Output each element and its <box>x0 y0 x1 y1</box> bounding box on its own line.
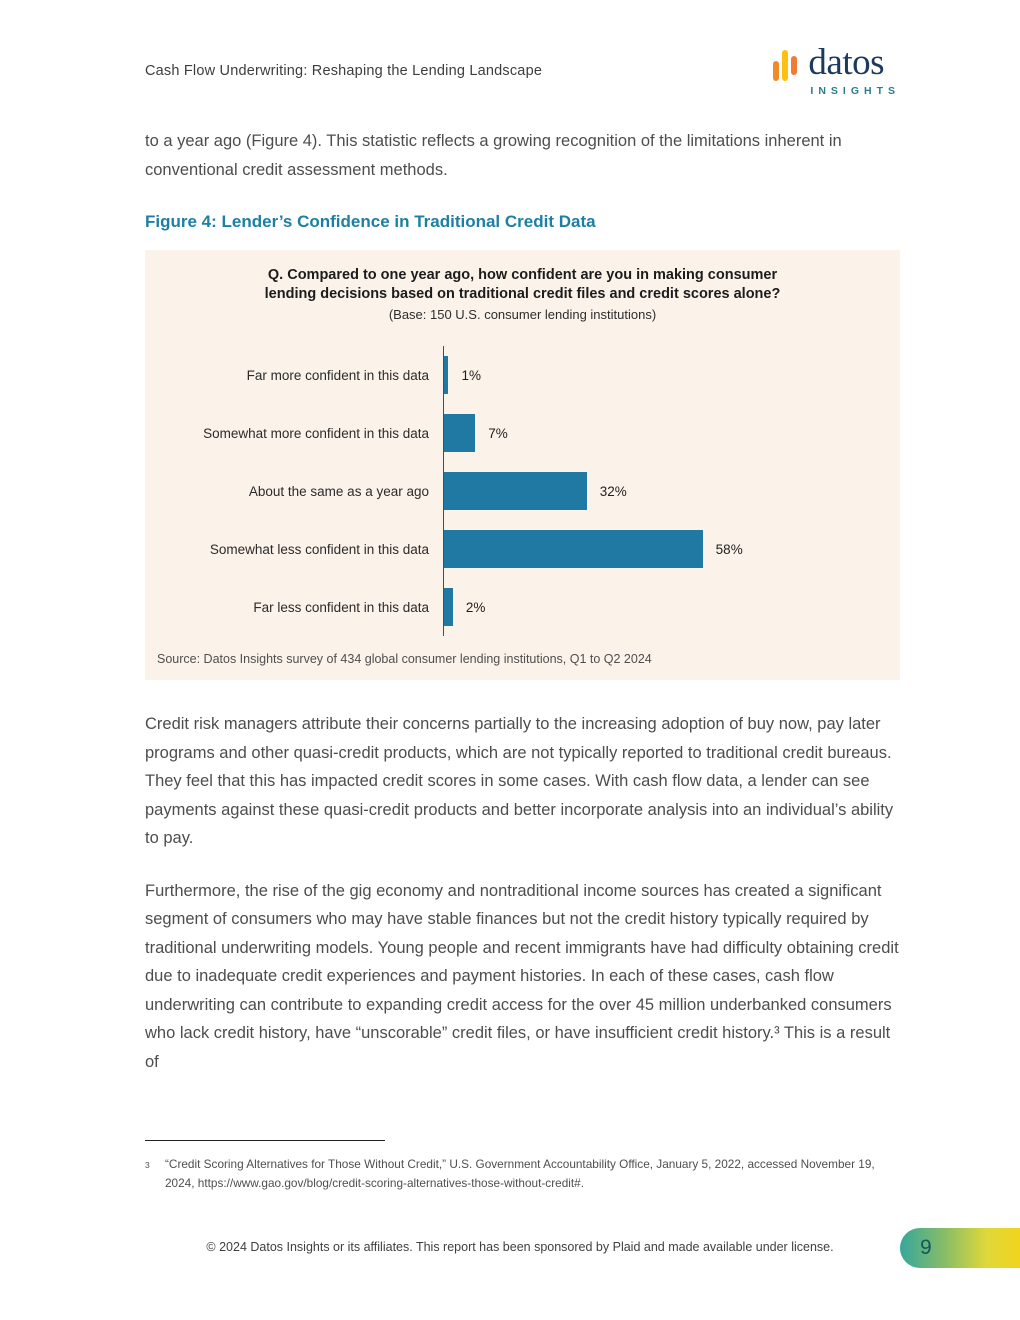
bar <box>444 588 453 626</box>
bar-chart <box>145 346 900 636</box>
logo-text <box>808 44 900 97</box>
page-number: 9 <box>920 1236 932 1259</box>
chart-row <box>145 404 900 462</box>
chart-question-title: Q. Compared to one year ago, how confident are you in making consumer lending decisions based on traditional credit files and credit scores alone? <box>264 267 781 302</box>
report-title: Cash Flow Underwriting: Reshaping the Lending Landscape <box>145 62 543 79</box>
logo-bars-icon <box>771 44 801 92</box>
bar-area <box>443 520 900 578</box>
bar-area <box>443 578 900 636</box>
chart-row <box>145 520 900 578</box>
value-label: 58% <box>715 541 743 557</box>
page-footer <box>0 1226 1020 1270</box>
paragraph-credit-risk: Credit risk managers attribute their concerns partially to the increasing adoption of buy now, pay later programs and other quasi-credit products, which are not typically reported to traditional credit bureaus. They feel that this has impacted credit scores in some cases. With cash flow data, a lender can see payments against these quasi-credit products and better incorporate analysis into an individual’s ability to pay. <box>145 715 894 847</box>
chart-row <box>145 462 900 520</box>
bar <box>444 356 448 394</box>
page-content <box>145 0 900 1076</box>
chart-base-subtitle: (Base: 150 U.S. consumer lending institutions) <box>388 307 657 322</box>
bar <box>444 530 703 568</box>
bar <box>444 414 475 452</box>
category-label: Far less confident in this data <box>253 599 429 615</box>
category-label: Somewhat less confident in this data <box>209 541 429 557</box>
category-label: Far more confident in this data <box>246 367 429 383</box>
footnote-text: “Credit Scoring Alternatives for Those Without Credit,” U.S. Government Accountability Office, January 5, 2022, accessed November 19, 2024, https://www.gao.gov/blog/credit-scoring-alternatives-those-without-credit#. <box>165 1157 875 1190</box>
category-label: Somewhat more confident in this data <box>203 425 429 441</box>
figure-4-chart <box>145 250 900 680</box>
footnote-3 <box>145 1155 900 1193</box>
value-label: 32% <box>599 483 627 499</box>
bar <box>444 472 587 510</box>
copyright-text: © 2024 Datos Insights or its affiliates. This report has been sponsored by Plaid and made available under license. <box>206 1240 834 1254</box>
datos-insights-logo <box>771 44 900 97</box>
bar-area <box>443 462 900 520</box>
page-number-badge <box>900 1228 1020 1268</box>
chart-row <box>145 578 900 636</box>
chart-source-note: Source: Datos Insights survey of 434 global consumer lending institutions, Q1 to Q2 2024 <box>157 652 652 666</box>
footnote-marker: 3 <box>145 1160 150 1170</box>
bar-area <box>443 404 900 462</box>
footnote-divider <box>145 1140 385 1141</box>
figure-title: Figure 4: Lender’s Confidence in Traditional Credit Data <box>145 212 596 231</box>
logo-wordmark: datos <box>808 42 885 83</box>
value-label: 2% <box>465 599 486 615</box>
intro-paragraph: to a year ago (Figure 4). This statistic reflects a growing recognition of the limitations inherent in conventional credit assessment methods. <box>145 132 842 179</box>
footnote-area <box>145 1140 900 1193</box>
logo-subtext: INSIGHTS <box>810 85 900 97</box>
paragraph-gig-economy: Furthermore, the rise of the gig economy and nontraditional income sources has created a significant segment of consumers who may have stable finances but not the credit history typically required by traditional underwriting models. Young people and recent immigrants have had difficulty obtaining credit due to inadequate credit experiences and payment histories. In each of these cases, cash flow underwriting can contribute to expanding credit access for the over 45 million underbanked consumers who lack credit history, have “unscorable” credit files, or have insufficient credit history.³ This is a result of <box>145 881 899 1071</box>
bar-area <box>443 346 900 404</box>
value-label: 1% <box>461 367 481 383</box>
chart-row <box>145 346 900 404</box>
page-header <box>145 0 900 97</box>
category-label: About the same as a year ago <box>248 483 429 499</box>
value-label: 7% <box>488 425 508 441</box>
